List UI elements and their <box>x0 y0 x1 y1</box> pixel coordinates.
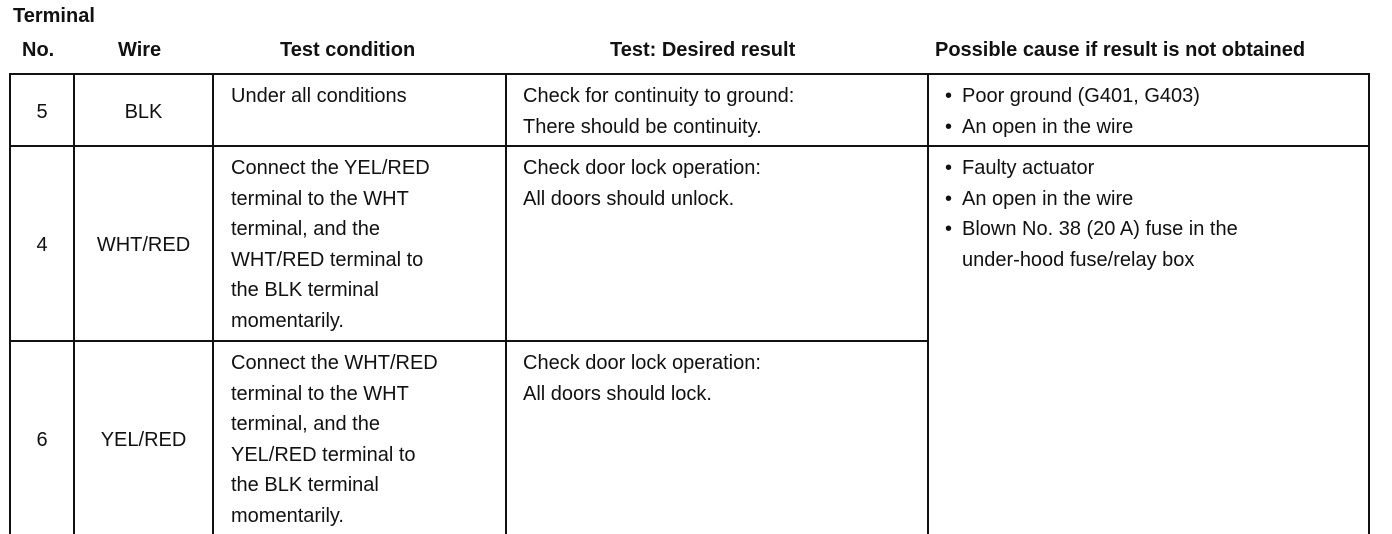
cause-item <box>943 112 1200 143</box>
row3-condition-line: terminal to the WHT <box>231 382 409 405</box>
col-divider-result <box>927 73 929 534</box>
header-test-condition: Test condition <box>280 39 416 61</box>
cause-item <box>943 184 1238 215</box>
row3-result-line: Check door lock operation: <box>523 352 761 374</box>
row2-terminal: 4 <box>36 234 48 256</box>
row2-condition-line: the BLK terminal <box>231 279 379 301</box>
cause-item <box>943 153 1238 184</box>
cause-item <box>943 81 1200 112</box>
bullet-icon: • <box>945 157 953 179</box>
row1-result-line: Check for continuity to ground: <box>523 85 795 107</box>
cause-text: Poor ground (G401, G403) <box>962 85 1200 107</box>
cause-text-continued: under-hood fuse/relay box <box>962 248 1195 271</box>
row3-wire: YEL/RED <box>100 429 187 451</box>
header-possible-cause: Possible cause if result is not obtained <box>935 39 1306 61</box>
row2-condition-line: terminal, and the <box>231 218 380 240</box>
col-divider-wire <box>212 73 214 534</box>
row-divider-2 <box>9 340 929 342</box>
table-left-border <box>9 73 11 534</box>
col-divider-condition <box>505 73 507 534</box>
row1-result-line: There should be continuity. <box>523 115 762 138</box>
row3-terminal: 6 <box>36 429 48 451</box>
row3-condition-line: terminal, and the <box>231 413 380 435</box>
row2-result-line: Check door lock operation: <box>523 157 761 179</box>
row3-condition-line: momentarily. <box>231 504 344 527</box>
row2-causes <box>943 153 1238 275</box>
row2-condition <box>231 153 430 336</box>
header-terminal-no: No. <box>22 39 55 61</box>
row2-condition-line: momentarily. <box>231 309 344 332</box>
bullet-icon: • <box>945 187 953 210</box>
row3-condition-line: Connect the WHT/RED <box>231 352 438 374</box>
col-divider-terminal <box>73 73 75 534</box>
row3-condition <box>231 348 438 531</box>
row2-condition-line: WHT/RED terminal to <box>231 248 424 271</box>
row1-causes <box>943 81 1200 142</box>
cause-text: Faulty actuator <box>962 157 1095 179</box>
cause-item <box>943 214 1238 275</box>
header-desired-result: Test: Desired result <box>610 39 796 61</box>
bullet-icon: • <box>945 115 953 138</box>
row1-condition-line: Under all conditions <box>231 85 407 107</box>
row3-condition-line: the BLK terminal <box>231 474 379 496</box>
row2-result-line: All doors should unlock. <box>523 187 735 210</box>
cause-text: Blown No. 38 (20 A) fuse in the <box>962 218 1238 240</box>
row1-terminal: 5 <box>36 101 48 123</box>
row2-result <box>523 153 761 214</box>
bullet-icon: • <box>945 218 953 240</box>
header-wire: Wire <box>118 39 162 61</box>
row3-result-line: All doors should lock. <box>523 382 712 405</box>
row3-result <box>523 348 761 409</box>
row1-wire: BLK <box>124 101 163 123</box>
row2-wire: WHT/RED <box>96 234 191 256</box>
row1-condition <box>231 81 407 112</box>
cause-text: An open in the wire <box>962 187 1134 210</box>
row2-condition-line: Connect the YEL/RED <box>231 157 430 179</box>
header-terminal-label: Terminal <box>13 5 95 27</box>
table-right-border <box>1368 73 1370 534</box>
row1-result <box>523 81 794 142</box>
cause-text: An open in the wire <box>962 115 1134 138</box>
bullet-icon: • <box>945 85 953 107</box>
row3-condition-line: YEL/RED terminal to <box>231 443 416 466</box>
row2-condition-line: terminal to the WHT <box>231 187 409 210</box>
